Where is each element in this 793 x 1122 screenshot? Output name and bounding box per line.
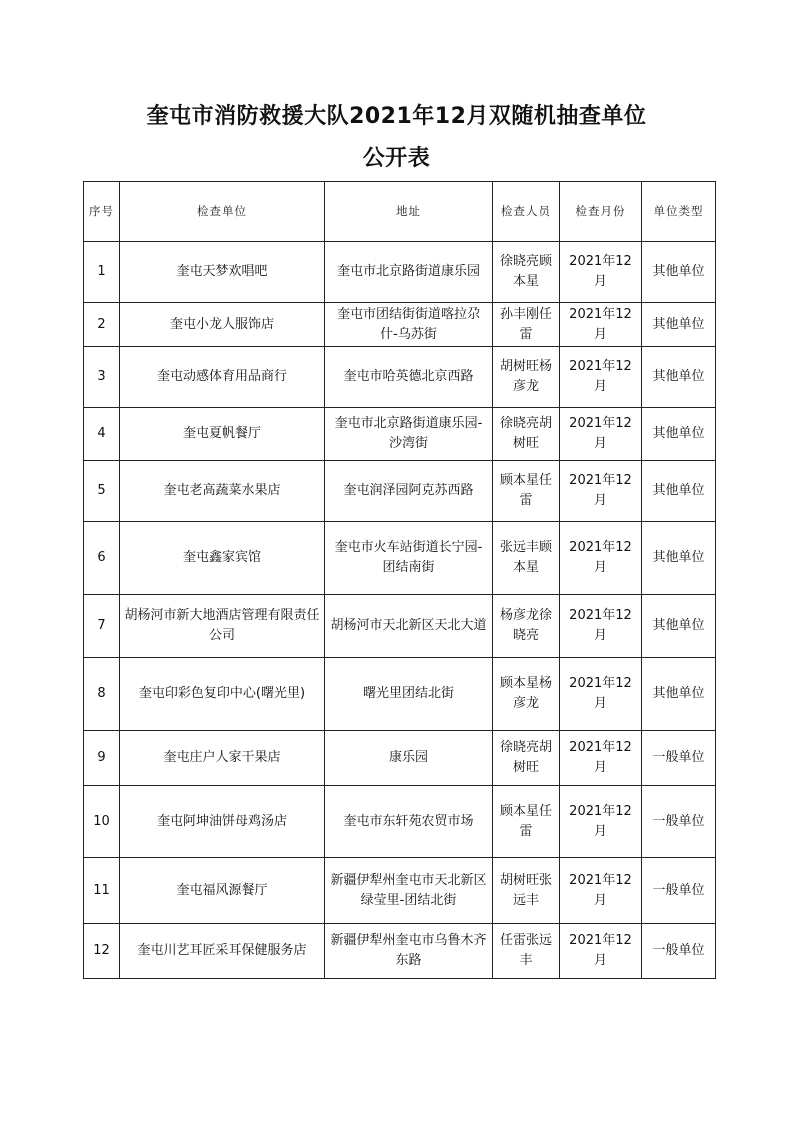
cell-address: 奎屯市北京路街道康乐园-沙湾街 [325,408,493,461]
cell-inspectors: 任雷张远丰 [493,924,560,979]
cell-unit: 奎屯福风源餐厅 [120,858,325,924]
cell-unit: 奎屯夏帆餐厅 [120,408,325,461]
cell-month: 2021年12月 [560,595,642,658]
cell-type: 其他单位 [642,522,716,595]
header-unit: 检查单位 [120,182,325,242]
cell-unit: 奎屯川艺耳匠采耳保健服务店 [120,924,325,979]
cell-address: 曙光里团结北街 [325,658,493,731]
cell-inspectors: 孙丰刚任雷 [493,303,560,347]
table-row [84,924,716,979]
cell-type: 一般单位 [642,786,716,858]
cell-address: 胡杨河市天北新区天北大道 [325,595,493,658]
inspection-table [83,181,716,979]
cell-type: 其他单位 [642,461,716,522]
table-row [84,595,716,658]
cell-month: 2021年12月 [560,242,642,303]
cell-inspectors: 徐晓亮胡树旺 [493,408,560,461]
cell-index: 3 [84,347,120,408]
cell-index: 12 [84,924,120,979]
cell-month: 2021年12月 [560,858,642,924]
header-index: 序号 [84,182,120,242]
cell-unit: 奎屯鑫家宾馆 [120,522,325,595]
cell-unit: 胡杨河市新大地酒店管理有限责任公司 [120,595,325,658]
table-row [84,858,716,924]
cell-inspectors: 胡树旺杨彦龙 [493,347,560,408]
cell-type: 其他单位 [642,658,716,731]
header-type: 单位类型 [642,182,716,242]
header-inspectors: 检查人员 [493,182,560,242]
cell-month: 2021年12月 [560,303,642,347]
table-row [84,303,716,347]
cell-type: 一般单位 [642,858,716,924]
cell-address: 新疆伊犁州奎屯市天北新区绿莹里-团结北街 [325,858,493,924]
table-row [84,461,716,522]
cell-index: 8 [84,658,120,731]
cell-unit: 奎屯天梦欢唱吧 [120,242,325,303]
cell-index: 11 [84,858,120,924]
cell-address: 奎屯市火车站街道长宁园-团结南街 [325,522,493,595]
cell-index: 10 [84,786,120,858]
cell-address: 奎屯市东轩苑农贸市场 [325,786,493,858]
table-header-row [84,182,716,242]
cell-index: 6 [84,522,120,595]
table-row [84,347,716,408]
cell-inspectors: 杨彦龙徐晓亮 [493,595,560,658]
cell-inspectors: 顾本星任雷 [493,786,560,858]
cell-month: 2021年12月 [560,658,642,731]
header-month: 检查月份 [560,182,642,242]
cell-month: 2021年12月 [560,731,642,786]
cell-type: 其他单位 [642,347,716,408]
cell-inspectors: 顾本星杨彦龙 [493,658,560,731]
cell-index: 9 [84,731,120,786]
cell-address: 奎屯市哈英德北京西路 [325,347,493,408]
document-title-line-1: 奎屯市消防救援大队2021年12月双随机抽查单位 [146,104,647,129]
cell-index: 2 [84,303,120,347]
cell-unit: 奎屯阿坤油饼母鸡汤店 [120,786,325,858]
cell-index: 5 [84,461,120,522]
cell-address: 奎屯市团结街街道喀拉尕什-乌苏街 [325,303,493,347]
cell-inspectors: 张远丰顾本星 [493,522,560,595]
cell-month: 2021年12月 [560,461,642,522]
table-row [84,242,716,303]
document-title-line-2: 公开表 [362,146,431,171]
cell-unit: 奎屯小龙人服饰店 [120,303,325,347]
cell-type: 其他单位 [642,408,716,461]
table-row [84,522,716,595]
cell-inspectors: 胡树旺张远丰 [493,858,560,924]
cell-unit: 奎屯印彩色复印中心(曙光里) [120,658,325,731]
cell-type: 一般单位 [642,924,716,979]
cell-index: 1 [84,242,120,303]
cell-address: 奎屯市北京路街道康乐园 [325,242,493,303]
cell-month: 2021年12月 [560,408,642,461]
table-row [84,408,716,461]
cell-index: 4 [84,408,120,461]
cell-inspectors: 顾本星任雷 [493,461,560,522]
cell-month: 2021年12月 [560,522,642,595]
cell-inspectors: 徐晓亮胡树旺 [493,731,560,786]
cell-address: 奎屯润泽园阿克苏西路 [325,461,493,522]
cell-address: 新疆伊犁州奎屯市乌鲁木齐东路 [325,924,493,979]
cell-month: 2021年12月 [560,347,642,408]
cell-unit: 奎屯庄户人家干果店 [120,731,325,786]
cell-type: 其他单位 [642,242,716,303]
cell-month: 2021年12月 [560,786,642,858]
cell-type: 其他单位 [642,595,716,658]
cell-address: 康乐园 [325,731,493,786]
cell-unit: 奎屯动感体育用品商行 [120,347,325,408]
cell-inspectors: 徐晓亮顾本星 [493,242,560,303]
cell-index: 7 [84,595,120,658]
cell-type: 一般单位 [642,731,716,786]
cell-type: 其他单位 [642,303,716,347]
table-row [84,658,716,731]
table-row [84,786,716,858]
cell-unit: 奎屯老高蔬菜水果店 [120,461,325,522]
table-row [84,731,716,786]
header-address: 地址 [325,182,493,242]
cell-month: 2021年12月 [560,924,642,979]
